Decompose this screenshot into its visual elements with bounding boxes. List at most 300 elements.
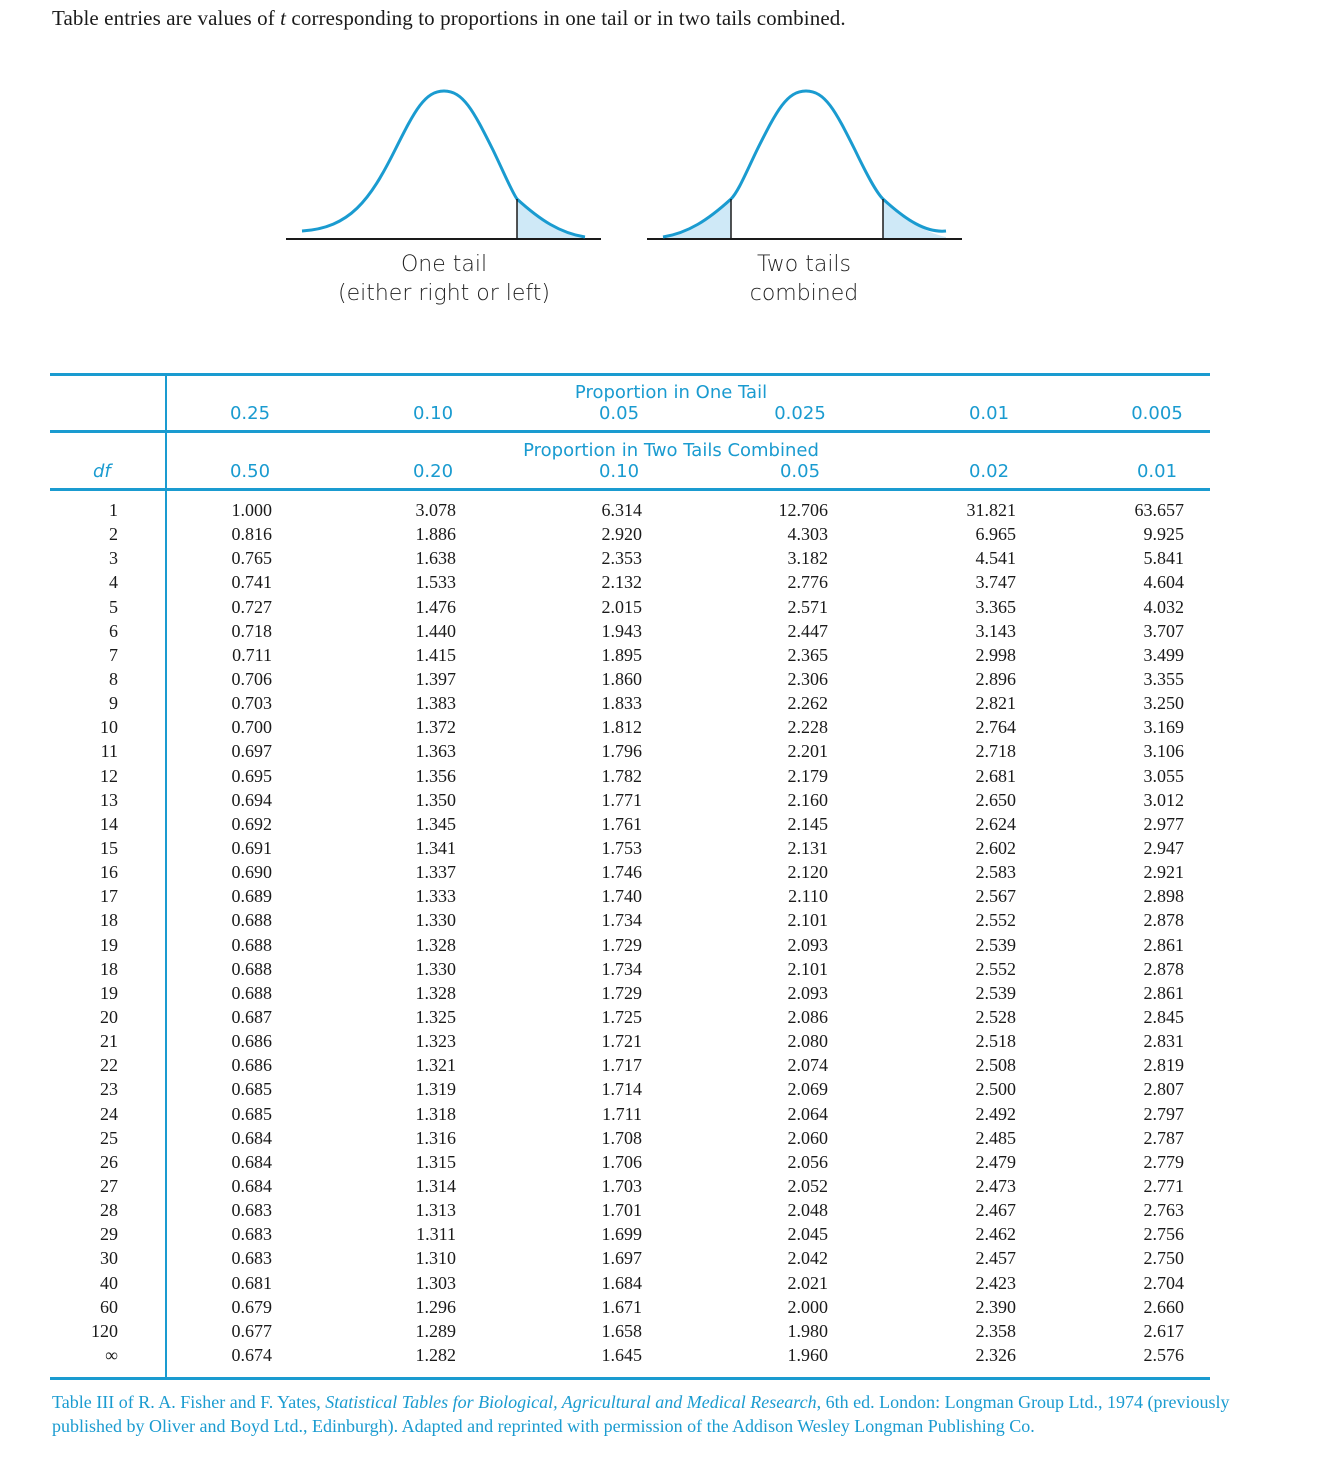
one-tail-caption-line2: (either right or left)	[337, 281, 550, 306]
value-cell: 2.845	[1143, 1006, 1184, 1027]
table-row	[50, 498, 1210, 522]
value-cell: 3.355	[1143, 668, 1184, 689]
value-cell: 1.000	[231, 500, 272, 520]
value-cell: 2.093	[787, 982, 828, 1003]
value-cell: 4.541	[975, 548, 1016, 569]
value-cell: 1.440	[415, 620, 456, 641]
value-cell: 2.080	[787, 1031, 828, 1052]
t-table-body	[50, 498, 1210, 1367]
one-tail-value: 0.25	[229, 403, 271, 424]
value-cell: 2.485	[975, 1127, 1016, 1148]
two-tails-diagram	[647, 91, 962, 239]
value-cell: 2.552	[975, 910, 1016, 931]
table-row	[50, 1295, 1210, 1319]
value-cell: 1.960	[787, 1344, 828, 1365]
two-tails-value: 0.05	[779, 461, 821, 482]
value-cell: 1.323	[415, 1031, 456, 1052]
value-cell: 1.319	[415, 1079, 456, 1100]
df-cell: 19	[100, 982, 118, 1003]
value-cell: 3.143	[975, 620, 1016, 641]
value-cell: 3.106	[1143, 741, 1184, 762]
value-cell: 0.688	[231, 934, 272, 955]
two-tails-value: 0.01	[1136, 461, 1178, 482]
value-cell: 1.330	[415, 958, 456, 979]
value-cell: 1.860	[601, 668, 642, 689]
df-cell: 5	[109, 596, 118, 617]
value-cell: 1.296	[415, 1296, 456, 1317]
table-row	[50, 1029, 1210, 1053]
value-cell: 1.330	[415, 910, 456, 931]
df-cell: 11	[100, 741, 118, 762]
value-cell: 2.423	[975, 1272, 1016, 1293]
table-row	[50, 643, 1210, 667]
table-top-rule	[50, 373, 1210, 376]
value-cell: 1.415	[415, 644, 456, 665]
value-cell: 0.694	[231, 789, 272, 810]
value-cell: 2.101	[787, 958, 828, 979]
value-cell: 4.032	[1143, 596, 1184, 617]
value-cell: 0.685	[231, 1079, 272, 1100]
value-cell: 0.683	[231, 1248, 272, 1269]
value-cell: 2.977	[1143, 813, 1184, 834]
value-cell: 0.686	[231, 1055, 272, 1076]
table-row	[50, 1222, 1210, 1246]
df-column-label: df	[93, 461, 111, 482]
value-cell: 2.947	[1143, 837, 1184, 858]
value-cell: 1.714	[601, 1079, 642, 1100]
df-cell: 12	[100, 765, 118, 786]
table-row	[50, 1246, 1210, 1270]
df-cell: 29	[100, 1224, 118, 1245]
df-cell: ∞	[105, 1344, 118, 1365]
value-cell: 1.697	[601, 1248, 642, 1269]
value-cell: 2.660	[1143, 1296, 1184, 1317]
value-cell: 2.921	[1143, 862, 1184, 883]
value-cell: 1.345	[415, 813, 456, 834]
value-cell: 0.681	[231, 1272, 272, 1293]
value-cell: 1.533	[415, 572, 456, 593]
value-cell: 2.000	[787, 1296, 828, 1317]
value-cell: 2.878	[1143, 958, 1184, 979]
table-mid-rule	[50, 430, 1210, 433]
value-cell: 1.318	[415, 1103, 456, 1124]
table-row	[50, 570, 1210, 594]
value-cell: 2.571	[787, 596, 828, 617]
value-cell: 1.337	[415, 862, 456, 883]
value-cell: 0.688	[231, 958, 272, 979]
value-cell: 2.048	[787, 1200, 828, 1221]
value-cell: 2.898	[1143, 886, 1184, 907]
value-cell: 2.064	[787, 1103, 828, 1124]
df-cell: 26	[100, 1151, 118, 1172]
source-note	[52, 1390, 1232, 1438]
table-row	[50, 1198, 1210, 1222]
df-cell: 8	[109, 668, 118, 689]
value-cell: 2.045	[787, 1224, 828, 1245]
value-cell: 2.462	[975, 1224, 1016, 1245]
two-tails-header-title: Proportion in Two Tails Combined	[523, 440, 819, 461]
one-tail-caption-line1: One tail	[400, 252, 488, 277]
value-cell: 2.132	[601, 572, 642, 593]
intro-after: corresponding to proportions in one tail or in two tails combined.	[286, 6, 846, 30]
value-cell: 5.841	[1143, 548, 1184, 569]
value-cell: 2.861	[1143, 982, 1184, 1003]
value-cell: 1.812	[601, 717, 642, 738]
value-cell: 2.920	[601, 524, 642, 545]
df-cell: 2	[109, 524, 118, 545]
value-cell: 0.718	[231, 620, 272, 641]
value-cell: 2.074	[787, 1055, 828, 1076]
table-header-rule	[50, 488, 1210, 491]
value-cell: 0.816	[231, 524, 272, 545]
df-cell: 13	[100, 789, 118, 810]
df-cell: 25	[100, 1127, 118, 1148]
df-cell: 14	[100, 813, 118, 834]
value-cell: 2.704	[1143, 1272, 1184, 1293]
table-row	[50, 691, 1210, 715]
table-row	[50, 788, 1210, 812]
df-cell: 10	[100, 717, 118, 738]
value-cell: 3.250	[1143, 693, 1184, 714]
df-cell: 21	[100, 1031, 118, 1052]
value-cell: 2.756	[1143, 1224, 1184, 1245]
value-cell: 0.688	[231, 910, 272, 931]
value-cell: 2.998	[975, 644, 1016, 665]
intro-before: Table entries are values of	[52, 6, 281, 30]
table-row	[50, 957, 1210, 981]
value-cell: 1.703	[601, 1175, 642, 1196]
df-cell: 40	[100, 1272, 118, 1293]
value-cell: 2.500	[975, 1079, 1016, 1100]
value-cell: 2.390	[975, 1296, 1016, 1317]
value-cell: 0.727	[231, 596, 272, 617]
value-cell: 1.315	[415, 1151, 456, 1172]
value-cell: 2.262	[787, 693, 828, 714]
value-cell: 1.980	[787, 1320, 828, 1341]
two-tails-left-shaded-area	[663, 199, 731, 239]
df-cell: 27	[100, 1175, 118, 1196]
value-cell: 2.831	[1143, 1031, 1184, 1052]
value-cell: 2.763	[1143, 1200, 1184, 1221]
value-cell: 2.467	[975, 1200, 1016, 1221]
value-cell: 0.687	[231, 1006, 272, 1027]
one-tail-shaded-area	[517, 199, 585, 239]
value-cell: 2.617	[1143, 1320, 1184, 1341]
value-cell: 2.358	[975, 1320, 1016, 1341]
table-row	[50, 1053, 1210, 1077]
value-cell: 2.145	[787, 813, 828, 834]
two-tails-caption-line2: combined	[749, 281, 859, 306]
table-row	[50, 1343, 1210, 1367]
value-cell: 1.289	[415, 1320, 456, 1341]
value-cell: 1.383	[415, 693, 456, 714]
table-bottom-rule	[50, 1377, 1210, 1380]
value-cell: 0.685	[231, 1103, 272, 1124]
table-row	[50, 908, 1210, 932]
value-cell: 6.965	[975, 524, 1016, 545]
value-cell: 3.499	[1143, 644, 1184, 665]
value-cell: 2.552	[975, 958, 1016, 979]
table-row	[50, 595, 1210, 619]
table-row	[50, 836, 1210, 860]
two-tails-value: 0.50	[229, 461, 271, 482]
value-cell: 0.706	[231, 668, 272, 689]
value-cell: 1.740	[601, 886, 642, 907]
one-tail-value: 0.025	[774, 403, 826, 424]
value-cell: 1.761	[601, 813, 642, 834]
value-cell: 0.692	[231, 813, 272, 834]
value-cell: 31.821	[966, 500, 1016, 520]
value-cell: 2.878	[1143, 910, 1184, 931]
value-cell: 0.697	[231, 741, 272, 762]
value-cell: 1.717	[601, 1055, 642, 1076]
table-row	[50, 667, 1210, 691]
table-row	[50, 933, 1210, 957]
value-cell: 1.325	[415, 1006, 456, 1027]
value-cell: 0.686	[231, 1031, 272, 1052]
value-cell: 4.604	[1143, 572, 1184, 593]
two-tails-value: 0.02	[968, 461, 1010, 482]
value-cell: 1.310	[415, 1248, 456, 1269]
value-cell: 2.021	[787, 1272, 828, 1293]
value-cell: 3.707	[1143, 620, 1184, 641]
df-cell: 24	[100, 1103, 118, 1124]
one-tail-diagram	[286, 91, 601, 239]
value-cell: 1.684	[601, 1272, 642, 1293]
value-cell: 0.700	[231, 717, 272, 738]
df-cell: 7	[109, 644, 118, 665]
value-cell: 2.101	[787, 910, 828, 931]
value-cell: 2.306	[787, 668, 828, 689]
value-cell: 0.684	[231, 1175, 272, 1196]
value-cell: 2.567	[975, 886, 1016, 907]
df-cell: 15	[100, 837, 118, 858]
value-cell: 1.711	[602, 1103, 642, 1124]
one-tail-caption	[284, 250, 604, 308]
value-cell: 1.753	[601, 837, 642, 858]
table-row	[50, 1005, 1210, 1029]
df-cell: 19	[100, 934, 118, 955]
value-cell: 1.895	[601, 644, 642, 665]
one-tail-value: 0.005	[1131, 403, 1183, 424]
value-cell: 1.321	[415, 1055, 456, 1076]
value-cell: 2.508	[975, 1055, 1016, 1076]
value-cell: 3.055	[1143, 765, 1184, 786]
value-cell: 0.695	[231, 765, 272, 786]
value-cell: 1.328	[415, 934, 456, 955]
value-cell: 2.896	[975, 668, 1016, 689]
value-cell: 2.539	[975, 934, 1016, 955]
value-cell: 1.734	[601, 910, 642, 931]
value-cell: 2.179	[787, 765, 828, 786]
table-row	[50, 1271, 1210, 1295]
two-tails-value: 0.10	[598, 461, 640, 482]
value-cell: 0.741	[231, 572, 272, 593]
value-cell: 2.492	[975, 1103, 1016, 1124]
value-cell: 2.015	[601, 596, 642, 617]
value-cell: 1.796	[601, 741, 642, 762]
value-cell: 2.583	[975, 862, 1016, 883]
value-cell: 4.303	[787, 524, 828, 545]
value-cell: 0.689	[231, 886, 272, 907]
value-cell: 2.819	[1143, 1055, 1184, 1076]
value-cell: 1.671	[601, 1296, 642, 1317]
value-cell: 1.356	[415, 765, 456, 786]
df-cell: 23	[100, 1079, 118, 1100]
value-cell: 3.078	[415, 500, 456, 520]
value-cell: 2.228	[787, 717, 828, 738]
table-row	[50, 764, 1210, 788]
value-cell: 1.363	[415, 741, 456, 762]
value-cell: 1.746	[601, 862, 642, 883]
value-cell: 2.447	[787, 620, 828, 641]
value-cell: 1.476	[415, 596, 456, 617]
source-before: Table III of R. A. Fisher and F. Yates,	[52, 1392, 326, 1412]
two-tails-value: 0.20	[412, 461, 454, 482]
table-row	[50, 1077, 1210, 1101]
value-cell: 3.012	[1143, 789, 1184, 810]
value-cell: 1.313	[415, 1200, 456, 1221]
value-cell: 2.576	[1143, 1344, 1184, 1365]
value-cell: 2.779	[1143, 1151, 1184, 1172]
value-cell: 1.303	[415, 1272, 456, 1293]
table-row	[50, 812, 1210, 836]
table-row	[50, 1150, 1210, 1174]
df-cell: 60	[100, 1296, 118, 1317]
value-cell: 2.052	[787, 1175, 828, 1196]
value-cell: 1.943	[601, 620, 642, 641]
value-cell: 6.314	[601, 500, 642, 520]
one-tail-value: 0.10	[412, 403, 454, 424]
value-cell: 0.684	[231, 1127, 272, 1148]
value-cell: 2.056	[787, 1151, 828, 1172]
two-tails-right-shaded-area	[883, 199, 946, 239]
value-cell: 2.518	[975, 1031, 1016, 1052]
value-cell: 3.365	[975, 596, 1016, 617]
value-cell: 1.282	[415, 1344, 456, 1365]
df-cell: 3	[109, 548, 118, 569]
value-cell: 2.539	[975, 982, 1016, 1003]
value-cell: 2.060	[787, 1127, 828, 1148]
value-cell: 0.711	[232, 644, 272, 665]
value-cell: 3.182	[787, 548, 828, 569]
value-cell: 2.718	[975, 741, 1016, 762]
intro-variable: t	[280, 6, 287, 30]
one-tail-curve	[302, 91, 585, 237]
value-cell: 1.699	[601, 1224, 642, 1245]
value-cell: 1.725	[601, 1006, 642, 1027]
df-cell: 18	[100, 910, 118, 931]
value-cell: 2.861	[1143, 934, 1184, 955]
value-cell: 0.691	[231, 837, 272, 858]
df-cell: 4	[109, 572, 118, 593]
value-cell: 1.372	[415, 717, 456, 738]
value-cell: 2.650	[975, 789, 1016, 810]
value-cell: 2.681	[975, 765, 1016, 786]
value-cell: 1.316	[415, 1127, 456, 1148]
value-cell: 1.729	[601, 934, 642, 955]
value-cell: 2.776	[787, 572, 828, 593]
value-cell: 0.677	[231, 1320, 272, 1341]
value-cell: 2.365	[787, 644, 828, 665]
df-cell: 1	[109, 500, 118, 520]
value-cell: 2.120	[787, 862, 828, 883]
table-row	[50, 1174, 1210, 1198]
value-cell: 2.473	[975, 1175, 1016, 1196]
table-row	[50, 1126, 1210, 1150]
value-cell: 2.457	[975, 1248, 1016, 1269]
value-cell: 2.069	[787, 1079, 828, 1100]
table-row	[50, 860, 1210, 884]
df-cell: 18	[100, 958, 118, 979]
df-cell: 30	[100, 1248, 118, 1269]
value-cell: 2.479	[975, 1151, 1016, 1172]
value-cell: 3.747	[975, 572, 1016, 593]
value-cell: 2.787	[1143, 1127, 1184, 1148]
value-cell: 2.602	[975, 837, 1016, 858]
one-tail-value: 0.05	[598, 403, 640, 424]
value-cell: 2.624	[975, 813, 1016, 834]
df-cell: 22	[100, 1055, 118, 1076]
value-cell: 0.674	[231, 1344, 272, 1365]
value-cell: 0.683	[231, 1224, 272, 1245]
value-cell: 2.131	[787, 837, 828, 858]
value-cell: 1.701	[601, 1200, 642, 1221]
value-cell: 1.658	[601, 1320, 642, 1341]
value-cell: 2.086	[787, 1006, 828, 1027]
table-row	[50, 739, 1210, 763]
value-cell: 1.833	[601, 693, 642, 714]
value-cell: 1.397	[415, 668, 456, 689]
value-cell: 0.765	[231, 548, 272, 569]
one-tail-header-title: Proportion in One Tail	[574, 382, 768, 403]
value-cell: 2.353	[601, 548, 642, 569]
two-tails-caption-line1: Two tails	[756, 252, 852, 277]
value-cell: 1.782	[601, 765, 642, 786]
two-tails-caption	[644, 250, 964, 308]
source-after: , 6th ed. London: Longman Group Ltd., 1974 (previously published by Oliver and Boyd Ltd., Edinburgh). Adapted and reprinted with permission of the Addison Wesley Longman Publishing Co.	[52, 1392, 1230, 1436]
value-cell: 1.328	[415, 982, 456, 1003]
value-cell: 2.110	[788, 886, 828, 907]
value-cell: 0.688	[231, 982, 272, 1003]
value-cell: 0.679	[231, 1296, 272, 1317]
value-cell: 1.708	[601, 1127, 642, 1148]
table-row	[50, 981, 1210, 1005]
value-cell: 2.160	[787, 789, 828, 810]
table-row	[50, 715, 1210, 739]
value-cell: 1.886	[415, 524, 456, 545]
value-cell: 0.684	[231, 1151, 272, 1172]
value-cell: 0.690	[231, 862, 272, 883]
table-row	[50, 522, 1210, 546]
table-row	[50, 1102, 1210, 1126]
value-cell: 2.771	[1143, 1175, 1184, 1196]
value-cell: 2.326	[975, 1344, 1016, 1365]
df-cell: 9	[109, 693, 118, 714]
df-cell: 17	[100, 886, 118, 907]
value-cell: 2.750	[1143, 1248, 1184, 1269]
value-cell: 1.706	[601, 1151, 642, 1172]
two-tails-curve	[663, 91, 946, 237]
value-cell: 1.729	[601, 982, 642, 1003]
value-cell: 2.528	[975, 1006, 1016, 1027]
source-title: Statistical Tables for Biological, Agricultural and Medical Research	[325, 1392, 817, 1412]
df-cell: 16	[100, 862, 118, 883]
value-cell: 0.683	[231, 1200, 272, 1221]
value-cell: 3.169	[1143, 717, 1184, 738]
value-cell: 2.042	[787, 1248, 828, 1269]
df-cell: 6	[109, 620, 118, 641]
